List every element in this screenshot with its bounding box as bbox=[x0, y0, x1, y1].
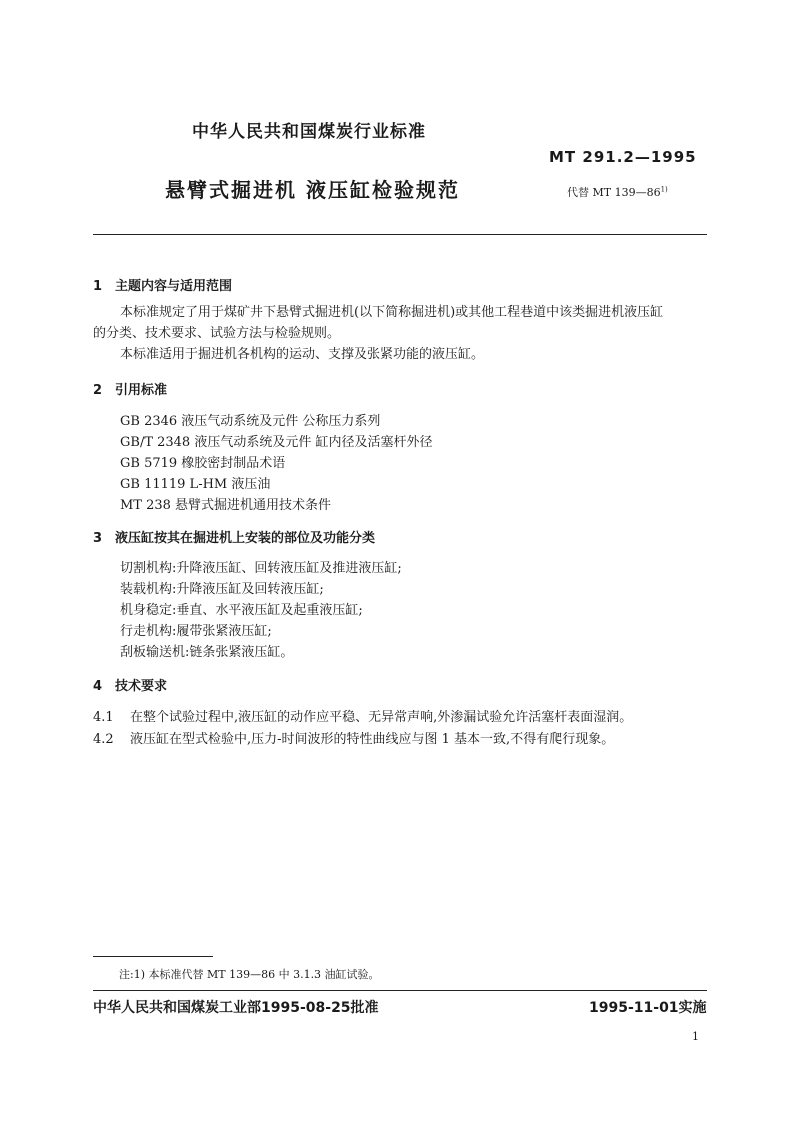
replaces-text: 代替 MT 139—86 bbox=[567, 186, 661, 199]
section-4-number: 4 bbox=[93, 679, 103, 694]
section-4-title: 技术要求 bbox=[115, 679, 168, 694]
replaces-note bbox=[567, 184, 668, 200]
page-number: 1 bbox=[692, 1030, 699, 1043]
footnote-divider bbox=[93, 956, 213, 957]
reference-item: GB 5719 橡胶密封制品术语 bbox=[120, 456, 286, 471]
section-3-number: 3 bbox=[93, 531, 103, 546]
section-1-paragraph-1-line-1: 本标准规定了用于煤矿井下悬臂式掘进机(以下简称掘进机)或其他工程巷道中该类掘进机液压缸 bbox=[120, 305, 664, 320]
classification-item: 刮板输送机:链条张紧液压缸。 bbox=[120, 645, 294, 660]
replaces-footnote-marker: 1) bbox=[660, 185, 668, 194]
standard-code: MT 291.2—1995 bbox=[549, 148, 697, 166]
requirement-text: 液压缸在型式检验中,压力-时间波形的特性曲线应与图 1 基本一致,不得有爬行现象。 bbox=[130, 732, 615, 747]
classification-item: 行走机构:履带张紧液压缸; bbox=[120, 624, 272, 639]
approval-line: 中华人民共和国煤炭工业部1995-08-25批准 bbox=[93, 1000, 379, 1016]
section-1-paragraph-2: 本标准适用于掘进机各机构的运动、支撑及张紧功能的液压缸。 bbox=[120, 347, 485, 362]
requirement-item-4-1 bbox=[93, 706, 632, 725]
section-1-title: 主题内容与适用范围 bbox=[115, 279, 233, 294]
reference-item: GB 2346 液压气动系统及元件 公称压力系列 bbox=[120, 414, 381, 429]
section-2-title: 引用标准 bbox=[115, 383, 168, 398]
section-1-paragraph-1-line-2: 的分类、技术要求、试验方法与检验规则。 bbox=[93, 326, 341, 341]
section-1-number: 1 bbox=[93, 279, 103, 294]
section-2-number: 2 bbox=[93, 383, 103, 398]
classification-item: 装载机构:升降液压缸及回转液压缸; bbox=[120, 582, 324, 597]
reference-item: MT 238 悬臂式掘进机通用技术条件 bbox=[120, 498, 332, 513]
section-3-heading bbox=[93, 527, 375, 546]
requirement-item-4-2 bbox=[93, 728, 614, 747]
section-2-heading bbox=[93, 379, 167, 398]
document-title: 悬臂式掘进机 液压缸检验规范 bbox=[165, 178, 460, 202]
issuer-title: 中华人民共和国煤炭行业标准 bbox=[192, 122, 426, 142]
requirement-number: 4.1 bbox=[93, 710, 114, 725]
section-4-heading bbox=[93, 675, 167, 694]
implementation-date: 1995-11-01实施 bbox=[589, 1000, 707, 1016]
header-divider bbox=[93, 234, 707, 235]
section-1-heading bbox=[93, 275, 232, 294]
section-3-title: 液压缸按其在掘进机上安装的部位及功能分类 bbox=[115, 531, 376, 546]
reference-item: GB/T 2348 液压气动系统及元件 缸内径及活塞杆外径 bbox=[120, 435, 433, 450]
classification-item: 切割机构:升降液压缸、回转液压缸及推进液压缸; bbox=[120, 561, 402, 576]
requirement-number: 4.2 bbox=[93, 732, 114, 747]
requirement-text: 在整个试验过程中,液压缸的动作应平稳、无异常声响,外渗漏试验允许活塞杆表面湿润。 bbox=[130, 710, 633, 725]
footer-divider bbox=[93, 990, 707, 991]
classification-item: 机身稳定:垂直、水平液压缸及起重液压缸; bbox=[120, 603, 363, 618]
footnote: 注:1) 本标准代替 MT 139—86 中 3.1.3 油缸试验。 bbox=[119, 968, 380, 981]
reference-item: GB 11119 L-HM 液压油 bbox=[120, 477, 271, 492]
